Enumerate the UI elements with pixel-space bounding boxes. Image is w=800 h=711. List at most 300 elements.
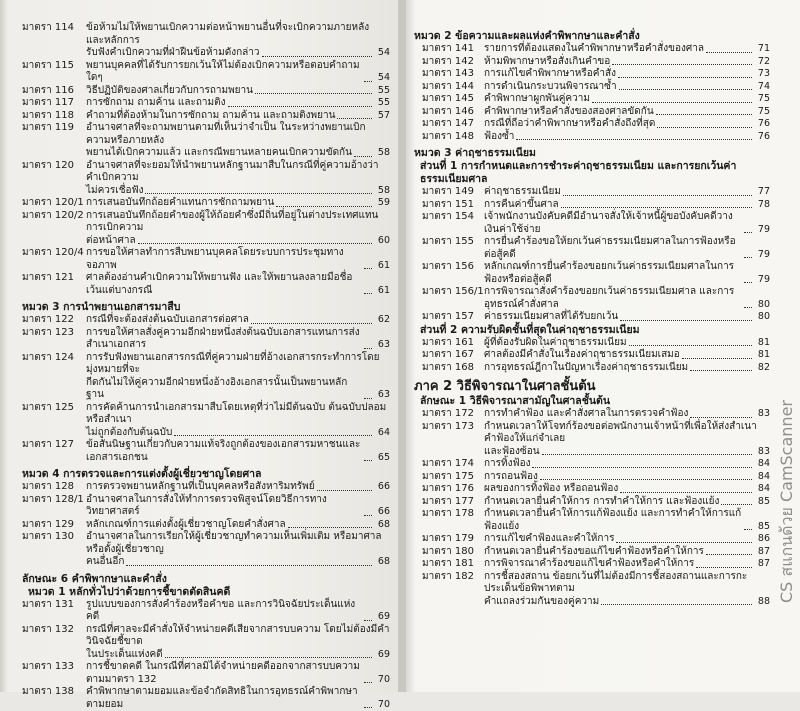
entry-title: [86, 110, 390, 123]
entry-line: [484, 93, 770, 106]
entry-title: [484, 106, 770, 119]
dot-leader: [696, 567, 752, 568]
dot-leader: [620, 492, 752, 493]
page-number: 69: [374, 649, 390, 662]
toc-entry: [414, 362, 770, 375]
entry-title: [484, 199, 770, 212]
dot-leader: [145, 193, 372, 194]
entry-title: [86, 531, 390, 569]
entry-title: [484, 408, 770, 421]
entry-line: [86, 60, 390, 85]
section-number: มาตรา 129: [22, 519, 86, 532]
toc-entry: [414, 286, 770, 311]
entry-text: อำนาจศาลในการเรียกให้ผู้เชี่ยวชาญทำความเห็นเพิ่มเติม หรือมาศาล หรือตั้งผู้เชี่ยวชาญ: [86, 531, 390, 556]
section-number: มาตรา 177: [422, 496, 484, 509]
toc-entry: [22, 85, 390, 98]
page-number: 63: [374, 389, 390, 402]
toc-entry: [414, 408, 770, 421]
page-number: 83: [754, 408, 770, 421]
toc-entry: [414, 421, 770, 459]
entry-text: พยานได้เบิกความแล้ว และกรณีพยานหลายคนเบิกความขัดกัน: [86, 147, 352, 160]
page-number: 79: [754, 274, 770, 287]
page-number: 84: [754, 458, 770, 471]
entry-line: [86, 97, 390, 110]
entry-title: [86, 97, 390, 110]
page-number: 86: [754, 533, 770, 546]
entry-line: [484, 483, 770, 496]
page-number: 81: [754, 349, 770, 362]
section-number: มาตรา 130: [22, 531, 86, 569]
toc-entry: [22, 60, 390, 85]
section-number: มาตรา 144: [422, 81, 484, 94]
entry-text: ข้อสันนิษฐานเกี่ยวกับความแท้จริงถูกต้องของเอกสารมหาชนและเอกสารเอกชน: [86, 439, 362, 464]
dot-leader: [706, 52, 752, 53]
page-number: 88: [754, 596, 770, 609]
section-number: มาตรา 161: [422, 337, 484, 350]
entry-line: [484, 186, 770, 199]
entry-title: [86, 272, 390, 297]
dot-leader: [228, 106, 373, 107]
section-number: มาตรา 120/4: [22, 247, 86, 272]
entry-title: [86, 327, 390, 352]
entry-text: คำพิพากษาหรือคำสั่งของสองศาลขัดกัน: [484, 106, 654, 119]
page-number: 63: [374, 339, 390, 352]
entry-line: [86, 494, 390, 519]
dot-leader: [744, 307, 752, 308]
dot-leader: [620, 320, 752, 321]
entry-title: [484, 337, 770, 350]
dot-leader: [721, 504, 752, 505]
entry-title: [484, 362, 770, 375]
section-number: มาตรา 120: [22, 160, 86, 198]
entry-text: การคัดค้านการนำเอกสารมาสืบโดยเหตุที่ว่าไม่มีต้นฉบับ ต้นฉบับปลอม หรือสำเนา: [86, 402, 390, 427]
page-number: 84: [754, 471, 770, 484]
entry-line: [484, 81, 770, 94]
entry-title: [86, 481, 390, 494]
entry-line: [86, 122, 390, 147]
dot-leader: [744, 232, 752, 233]
page-number: 57: [374, 110, 390, 123]
entry-line: [86, 110, 390, 123]
entry-line: [484, 337, 770, 350]
toc-entry: [414, 81, 770, 94]
page-number: 74: [754, 81, 770, 94]
page-number: 78: [754, 199, 770, 212]
entry-title: [484, 471, 770, 484]
toc-entry: [22, 110, 390, 123]
page-number: 80: [754, 299, 770, 312]
page-number: 81: [754, 337, 770, 350]
entry-line: [86, 185, 390, 198]
chapter-heading: หมวด 2 ข้อความและผลแห่งคำพิพากษาและคำสั่ง: [414, 30, 770, 43]
toc-entry: [22, 624, 390, 662]
section-number: มาตรา 182: [422, 571, 484, 609]
section-number: มาตรา 148: [422, 131, 484, 144]
entry-line: [86, 314, 390, 327]
toc-entry: [22, 22, 390, 60]
toc-entry: [22, 210, 390, 248]
dot-leader: [364, 515, 372, 516]
toc-entry: [22, 272, 390, 297]
entry-text: กำหนดเวลายื่นคำร้องขอแก้ไขคำฟ้องหรือคำให้การ: [484, 546, 704, 559]
dot-leader: [690, 417, 752, 418]
page-number: 61: [374, 285, 390, 298]
entry-title: [484, 236, 770, 261]
dot-leader: [255, 93, 372, 94]
section-number: มาตรา 178: [422, 508, 484, 533]
section-number: มาตรา 181: [422, 558, 484, 571]
entry-text: รูปแบบของการสั่งคำร้องหรือคำขอ และการวินิจฉัยประเด็นแห่งคดี: [86, 599, 362, 624]
section-number: มาตรา 157: [422, 311, 484, 324]
chapter-heading: หมวด 4 การตรวจและการแต่งตั้งผู้เชี่ยวชาญโดยศาล: [22, 468, 390, 481]
entry-line: [86, 377, 390, 402]
entry-title: [484, 81, 770, 94]
entry-title: [484, 508, 770, 533]
entry-line: [86, 147, 390, 160]
entry-title: [86, 160, 390, 198]
entry-line: [484, 68, 770, 81]
page-number: 69: [374, 611, 390, 624]
section-number: มาตรา 124: [22, 352, 86, 402]
toc-entry: [414, 558, 770, 571]
chapter-heading: หมวด 3 ค่าฤชาธรรมเนียม: [414, 147, 770, 160]
entry-line: [86, 519, 390, 532]
entry-line: [484, 349, 770, 362]
entry-title: [484, 211, 770, 236]
section-number: มาตรา 147: [422, 118, 484, 131]
dot-leader: [126, 565, 372, 566]
entry-text: การพิจารณาสั่งคำร้องขอยกเว้นค่าธรรมเนียมศาล และการอุทธรณ์คำสั่งศาล: [484, 286, 742, 311]
page-number: 71: [754, 43, 770, 56]
dot-leader: [619, 89, 752, 90]
entry-text: การอุทธรณ์ฎีกาในปัญหาเรื่องค่าฤชาธรรมเนียม: [484, 362, 688, 375]
entry-line: [86, 22, 390, 47]
section-number: มาตรา 167: [422, 349, 484, 362]
entry-title: [86, 314, 390, 327]
entry-title: [484, 261, 770, 286]
entry-line: [86, 85, 390, 98]
dot-leader: [165, 657, 372, 658]
entry-text: การเสนอบันทึกถ้อยคำของผู้ให้ถ้อยคำซึ่งมีถิ่นที่อยู่ในต่างประเทศแทนการเบิกความ: [86, 210, 390, 235]
section-number: มาตรา 175: [422, 471, 484, 484]
entry-text: การทิ้งฟ้อง: [484, 458, 530, 471]
section-number: มาตรา 154: [422, 211, 484, 236]
dot-leader: [317, 490, 372, 491]
toc-entry: [414, 68, 770, 81]
entry-line: [484, 533, 770, 546]
page-number: 84: [754, 483, 770, 496]
entry-text: ค่าธรรมเนียมศาลที่ได้รับยกเว้น: [484, 311, 618, 324]
section-number: มาตรา 117: [22, 97, 86, 110]
page-number: 64: [374, 427, 390, 440]
toc-entry: [22, 519, 390, 532]
dot-leader: [561, 207, 752, 208]
toc-entry: [414, 311, 770, 324]
entry-line: [484, 596, 770, 609]
toc-entry: [414, 508, 770, 533]
entry-line: [86, 649, 390, 662]
toc-entry: [22, 160, 390, 198]
entry-title: [86, 402, 390, 440]
entry-title: [484, 546, 770, 559]
dot-leader: [616, 542, 752, 543]
section-number: มาตรา 156: [422, 261, 484, 286]
dot-leader: [542, 454, 752, 455]
entry-line: [484, 508, 770, 533]
section-number: มาตรา 128: [22, 481, 86, 494]
entry-text: กีดกันไม่ให้คู่ความอีกฝ่ายหนึ่งอ้างอิงเอกสารนั้นเป็นพยานหลักฐาน: [86, 377, 362, 402]
toc-entry: [414, 106, 770, 119]
toc-entry: [22, 531, 390, 569]
dot-leader: [744, 257, 752, 258]
entry-title: [86, 210, 390, 248]
entry-line: [86, 235, 390, 248]
toc-entry: [414, 571, 770, 609]
page-number: 79: [754, 224, 770, 237]
dot-leader: [540, 479, 752, 480]
dot-leader: [364, 707, 372, 708]
page-number: 87: [754, 546, 770, 559]
toc-entry: [22, 352, 390, 402]
entry-text: กำหนดเวลายื่นคำให้การ การทำคำให้การ และฟ้องแย้ง: [484, 496, 719, 509]
page-number: 85: [754, 496, 770, 509]
book-gutter: [398, 0, 406, 692]
toc-entry: [414, 43, 770, 56]
page-number: 58: [374, 185, 390, 198]
page-number: 54: [374, 47, 390, 60]
page-number: 87: [754, 558, 770, 571]
entry-title: [484, 93, 770, 106]
entry-line: [86, 197, 390, 210]
page-number: 61: [374, 260, 390, 273]
section-number: มาตรา 145: [422, 93, 484, 106]
page-number: 55: [374, 97, 390, 110]
toc-entry: [414, 131, 770, 144]
toc-entry: [22, 122, 390, 160]
page-number: 75: [754, 93, 770, 106]
entry-text: ต่อหน้าศาล: [86, 235, 136, 248]
dot-leader: [618, 77, 752, 78]
toc-entry: [414, 471, 770, 484]
entry-text: ฟ้องซ้ำ: [484, 131, 514, 144]
page-number: 59: [374, 197, 390, 210]
entry-text: ไม่ถูกต้องกับต้นฉบับ: [86, 427, 172, 440]
entry-title: [484, 118, 770, 131]
entry-title: [484, 421, 770, 459]
page-number: 66: [374, 481, 390, 494]
entry-text: ข้อห้ามไม่ให้พยานเบิกความต่อหน้าพยานอื่นที่จะเบิกความภายหลัง และหลักการ: [86, 22, 390, 47]
page-number: 85: [754, 521, 770, 534]
page-number: 73: [754, 68, 770, 81]
entry-line: [86, 556, 390, 569]
section-number: มาตรา 118: [22, 110, 86, 123]
section-number: มาตรา 120/1: [22, 197, 86, 210]
entry-text: ในประเด็นแห่งคดี: [86, 649, 163, 662]
entry-title: [484, 458, 770, 471]
page-number: 76: [754, 131, 770, 144]
dot-leader: [364, 81, 372, 82]
dot-leader: [744, 282, 752, 283]
toc-entry: [414, 199, 770, 212]
toc-entry: [414, 118, 770, 131]
page-number: 76: [754, 118, 770, 131]
section-number: มาตรา 128/1: [22, 494, 86, 519]
page-number: 58: [374, 147, 390, 160]
entry-line: [86, 531, 390, 556]
entry-title: [86, 22, 390, 60]
page-number: 66: [374, 506, 390, 519]
entry-text: คำแถลงร่วมกันของคู่ความ: [484, 596, 599, 609]
dot-leader: [601, 604, 752, 605]
chapter-heading: หมวด 1 หลักทั่วไปว่าด้วยการชี้ขาดตัดสินคดี: [22, 586, 390, 599]
dot-leader: [364, 620, 372, 621]
section-number: มาตรา 179: [422, 533, 484, 546]
section-number: มาตรา 174: [422, 458, 484, 471]
toc-entry: [414, 261, 770, 286]
entry-text: การยื่นคำร้องขอให้ยกเว้นค่าธรรมเนียมศาลในการฟ้องหรือต่อสู้คดี: [484, 236, 742, 261]
toc-entry: [414, 93, 770, 106]
entry-text: การดำเนินกระบวนพิจารณาซ้ำ: [484, 81, 617, 94]
toc-entry: [414, 56, 770, 69]
dot-leader: [251, 323, 372, 324]
dot-leader: [354, 156, 372, 157]
entry-text: อำนาจศาลที่จะยอมให้นำพยานหลักฐานมาสืบในกรณีที่คู่ความอ้างว่าคำเบิกความ: [86, 160, 390, 185]
entry-line: [484, 458, 770, 471]
entry-line: [484, 558, 770, 571]
dot-leader: [629, 345, 752, 346]
section-number: มาตรา 133: [22, 661, 86, 686]
dot-leader: [364, 348, 372, 349]
toc-entry: [414, 349, 770, 362]
entry-line: [86, 247, 390, 272]
right-page-toc: [406, 0, 800, 692]
entry-line: [86, 481, 390, 494]
entry-title: [86, 494, 390, 519]
entry-text: กำหนดเวลาให้โจทก์ร้องขอต่อพนักงานเจ้าหน้าที่เพื่อให้ส่งสำเนาคำฟ้องให้แก่จำเลย: [484, 421, 770, 446]
dot-leader: [532, 467, 752, 468]
entry-line: [484, 261, 770, 286]
entry-title: [484, 68, 770, 81]
entry-line: [484, 236, 770, 261]
entry-text: การพิจารณาคำร้องขอแก้ไขคำฟ้องหรือคำให้การ: [484, 558, 694, 571]
entry-text: กรณีที่ศาลจะมีคำสั่งให้จำหน่ายคดีเสียจากสารบบความ โดยไม่ต้องมีคำวินิจฉัยชี้ขาด: [86, 624, 390, 649]
entry-title: [86, 60, 390, 85]
entry-line: [484, 286, 770, 311]
page-number: 65: [374, 452, 390, 465]
section-number: มาตรา 125: [22, 402, 86, 440]
entry-text: รับฟังคำเบิกความที่ฝ่าฝืนข้อห้ามดังกล่าว: [86, 47, 260, 60]
entry-line: [86, 272, 390, 297]
entry-line: [484, 571, 770, 596]
dot-leader: [174, 435, 372, 436]
toc-entry: [414, 211, 770, 236]
entry-title: [86, 624, 390, 662]
entry-title: [86, 247, 390, 272]
section-number: มาตรา 131: [22, 599, 86, 624]
entry-title: [86, 661, 390, 686]
chapter-heading: หมวด 3 การนำพยานเอกสารมาสืบ: [22, 301, 390, 314]
section-number: มาตรา 156/1: [422, 286, 484, 311]
entry-text: วิธีปฏิบัติของศาลเกี่ยวกับการถามพยาน: [86, 85, 253, 98]
entry-line: [86, 439, 390, 464]
section-number: มาตรา 127: [22, 439, 86, 464]
dot-leader: [276, 206, 372, 207]
section-number: มาตรา 121: [22, 272, 86, 297]
dot-leader: [364, 460, 372, 461]
entry-text: และฟ้องซ้อน: [484, 446, 540, 459]
section-number: มาตรา 123: [22, 327, 86, 352]
entry-line: [484, 43, 770, 56]
section-number: มาตรา 151: [422, 199, 484, 212]
dot-leader: [612, 64, 752, 65]
section-number: มาตรา 122: [22, 314, 86, 327]
entry-line: [484, 421, 770, 446]
entry-text: ศาลต้องอ่านคำเบิกความให้พยานฟัง และให้พยานลงลายมือชื่อ เว้นแต่บางกรณี: [86, 272, 362, 297]
entry-text: การขอให้ศาลทำการสืบพยานบุคคลโดยระบบการประชุมทางจอภาพ: [86, 247, 362, 272]
toc-entry: [22, 247, 390, 272]
page-number: 83: [754, 446, 770, 459]
entry-title: [86, 439, 390, 464]
section-number: มาตรา 114: [22, 22, 86, 60]
entry-text: การคืนค่าขึ้นศาล: [484, 199, 559, 212]
page-number: 54: [374, 72, 390, 85]
page-number: 70: [374, 699, 390, 711]
entry-text: การแก้ไขคำฟ้องและคำให้การ: [484, 533, 614, 546]
entry-line: [86, 352, 390, 377]
entry-line: [484, 546, 770, 559]
dot-leader: [656, 114, 752, 115]
chapter-heading: ส่วนที่ 1 การกำหนดและการชำระค่าฤชาธรรมเนียม และการยกเว้นค่าธรรมเนียมศาล: [414, 160, 770, 186]
toc-entry: [22, 97, 390, 110]
entry-line: [484, 471, 770, 484]
toc-entry: [22, 314, 390, 327]
toc-entry: [414, 186, 770, 199]
entry-line: [484, 106, 770, 119]
dot-leader: [516, 139, 752, 140]
entry-text: เจ้าพนักงานบังคับคดีมีอำนาจสั่งให้เจ้าหนี้ผู้ขอบังคับคดีวางเงินค่าใช้จ่าย: [484, 211, 742, 236]
toc-entry: [22, 327, 390, 352]
page-number: 72: [754, 56, 770, 69]
entry-title: [484, 571, 770, 609]
entry-text: กรณีที่จะต้องส่งต้นฉบับเอกสารต่อศาล: [86, 314, 249, 327]
entry-line: [86, 402, 390, 427]
page-number: 68: [374, 519, 390, 532]
entry-line: [86, 624, 390, 649]
entry-text: กำหนดเวลายื่นคำให้การแก้ฟ้องแย้ง และการทำคำให้การแก้ฟ้องแย้ง: [484, 508, 742, 533]
section-number: มาตรา 141: [422, 43, 484, 56]
entry-text: กรณีที่ถือว่าคำพิพากษาหรือคำสั่งถึงที่สุด: [484, 118, 655, 131]
entry-title: [484, 483, 770, 496]
entry-title: [484, 311, 770, 324]
dot-leader: [364, 268, 372, 269]
toc-entry: [22, 494, 390, 519]
section-number: มาตรา 132: [22, 624, 86, 662]
page-number: 77: [754, 186, 770, 199]
page-number: 70: [374, 674, 390, 687]
dot-leader: [690, 370, 752, 371]
page-number: 79: [754, 249, 770, 262]
toc-entry: [414, 496, 770, 509]
dot-leader: [262, 56, 372, 57]
toc-entry: [414, 337, 770, 350]
entry-line: [86, 160, 390, 185]
section-number: มาตรา 173: [422, 421, 484, 459]
entry-title: [86, 686, 390, 711]
entry-title: [484, 558, 770, 571]
entry-line: [484, 118, 770, 131]
camscanner-watermark: CS สแกนด้วย CamScanner: [777, 400, 797, 603]
dot-leader: [364, 293, 372, 294]
